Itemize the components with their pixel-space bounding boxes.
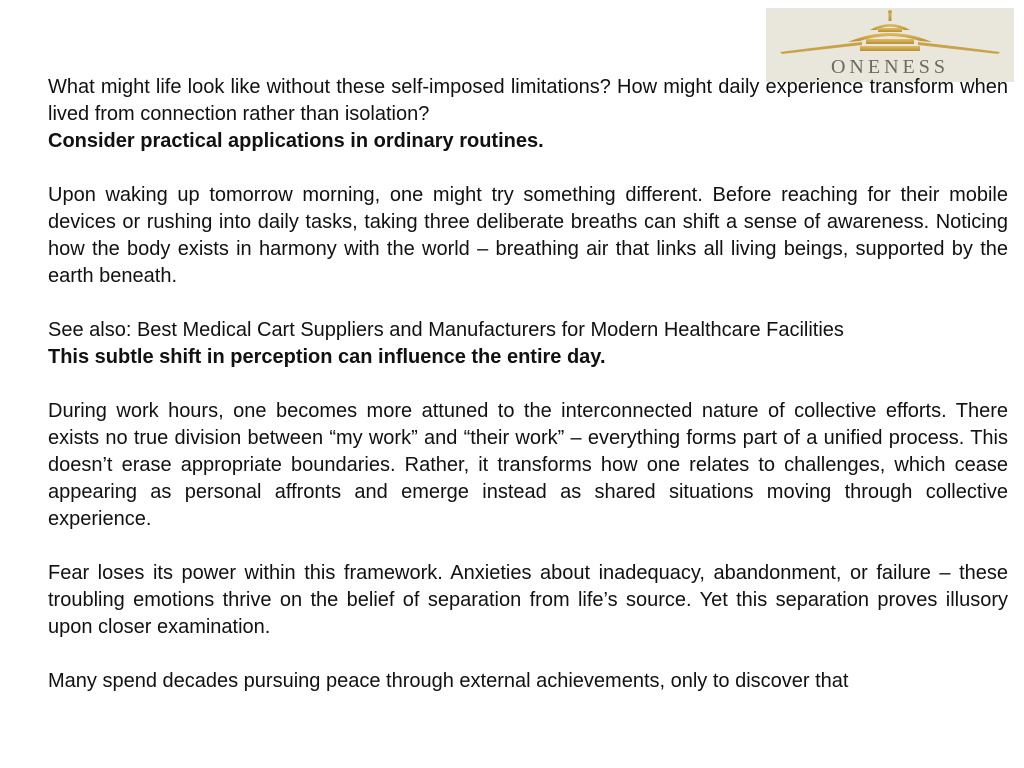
paragraph-work-hours: During work hours, one becomes more attuned to the interconnected nature of collective efforts. There exists no true division between “my work” and “their work” – everything forms part of a unified process. This doesn’t erase appropriate boundaries. Rather, it transforms how one relates to challenges, which cease appearing as personal affronts and emerge instead as shared situations moving through collective experience. (48, 400, 1008, 530)
paragraph-many-spend: Many spend decades pursuing peace through external achievements, only to discover that (48, 670, 849, 692)
logo-wordmark: ONENESS (830, 56, 949, 78)
paragraph-intro-question: What might life look like without these self-imposed limitations? How might daily experience transform when lived from connection rather than isolation? (48, 76, 1008, 125)
paragraph-fear: Fear loses its power within this framework. Anxieties about inadequacy, abandonment, or failure – these troubling emotions thrive on the belief of separation from life’s source. Yet this separation proves illusory upon closer examination. (48, 562, 1008, 638)
heading-practical-applications: Consider practical applications in ordinary routines. (48, 130, 544, 152)
see-also-link[interactable]: See also: Best Medical Cart Suppliers and Manufacturers for Modern Healthcare Facilities (48, 319, 844, 341)
paragraph-waking-up: Upon waking up tomorrow morning, one might try something different. Before reaching for their mobile devices or rushing into daily tasks, taking three deliberate breaths can shift a sense of awareness. Noticing how the body exists in harmony with the world – breathing air that links all living beings, supported by the earth beneath. (48, 184, 1008, 287)
document-body (48, 74, 1008, 695)
oneness-logo (766, 8, 1014, 82)
heading-subtle-shift: This subtle shift in perception can influence the entire day. (48, 346, 606, 368)
